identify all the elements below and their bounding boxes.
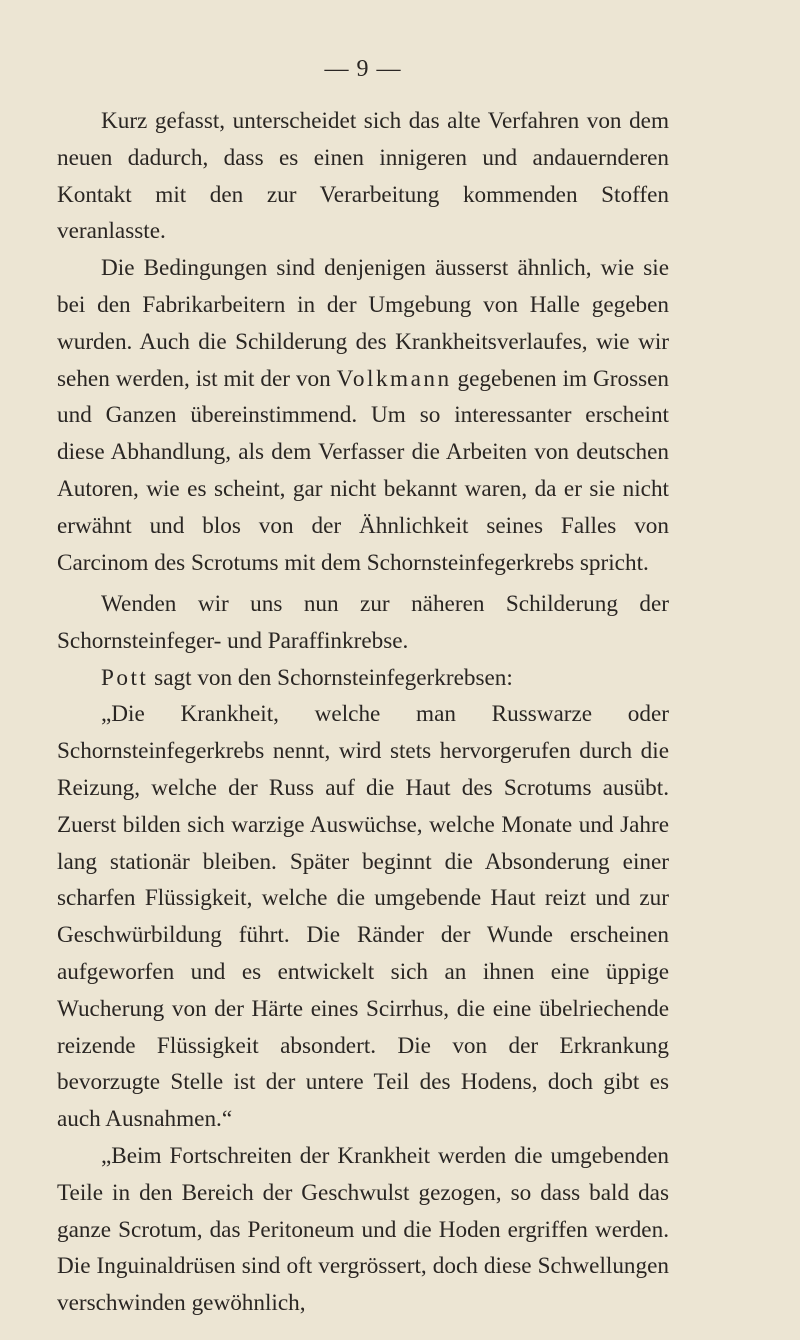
- paragraph: [57, 586, 669, 660]
- author-name: Volkmann: [336, 365, 452, 392]
- author-name: Pott: [101, 664, 149, 691]
- paragraph: [57, 250, 669, 581]
- text-run: „Beim Fortschreiten der Krankheit werden die umgebenden Teile in den Bereich der Geschwulst gezogen, so dass bald das ganze Scrotum, das Peritoneum und die Hoden ergriffen werden. Die Inguinaldrüsen sind oft vergrössert, doch diese Schwellungen verschwinden gewöhnlich,: [57, 1142, 669, 1317]
- page-number: — 9 —: [324, 56, 402, 82]
- paragraph: [57, 660, 669, 697]
- text-run: sagt von den Schornsteinfegerkrebsen:: [148, 664, 513, 691]
- paragraph: [57, 103, 669, 250]
- text-run: Die Bedingungen sind denjenigen äusserst ähnlich, wie sie bei den Fabrikarbeitern in der Umgebung von Halle gegeben wurden. Auch die Schilderung des Krankheitsverlaufes, wie wir sehen werden, ist mit der von: [57, 255, 669, 392]
- text-section-bottom: [57, 586, 669, 1322]
- text-run: Wenden wir uns nun zur näheren Schilderung der Schornsteinfeger- und Paraffinkrebse.: [57, 591, 669, 654]
- text-run: Kurz gefasst, unterscheidet sich das alte Verfahren von dem neuen dadurch, dass es einen innigeren und andauernderen Kontakt mit den zur Verarbeitung kommenden Stoffen veranlasste.: [57, 108, 669, 245]
- quote-paragraph: [57, 696, 669, 1138]
- text-run: gegebenen im Grossen und Ganzen übereinstimmend. Um so interessanter erscheint diese Abhandlung, als dem Verfasser die Arbeiten von deutschen Autoren, wie es scheint, gar nicht bekannt waren, da er sie nicht erwähnt und blos von der Ähnlichkeit seines Falles von Carcinom des Scrotums mit dem Schornsteinfegerkrebs spricht.: [57, 365, 669, 576]
- text-run: „Die Krankheit, welche man Russwarze oder Schornsteinfegerkrebs nennt, wird stets hervorgerufen durch die Reizung, welche der Russ auf die Haut des Scrotums ausübt. Zuerst bilden sich warzige Auswüchse, welche Monate und Jahre lang stationär bleiben. Später beginnt die Absonderung einer scharfen Flüssigkeit, welche die umgebende Haut reizt und zur Geschwürbildung führt. Die Ränder der Wunde erscheinen aufgeworfen und es entwickelt sich an ihnen eine üppige Wucherung von der Härte eines Scirrhus, die eine übelriechende reizende Flüssigkeit absondert. Die von der Erkrankung bevorzugte Stelle ist der untere Teil des Hodens, doch gibt es auch Ausnahmen.“: [57, 701, 669, 1133]
- quote-paragraph: [57, 1138, 669, 1322]
- text-section-top: [57, 103, 669, 581]
